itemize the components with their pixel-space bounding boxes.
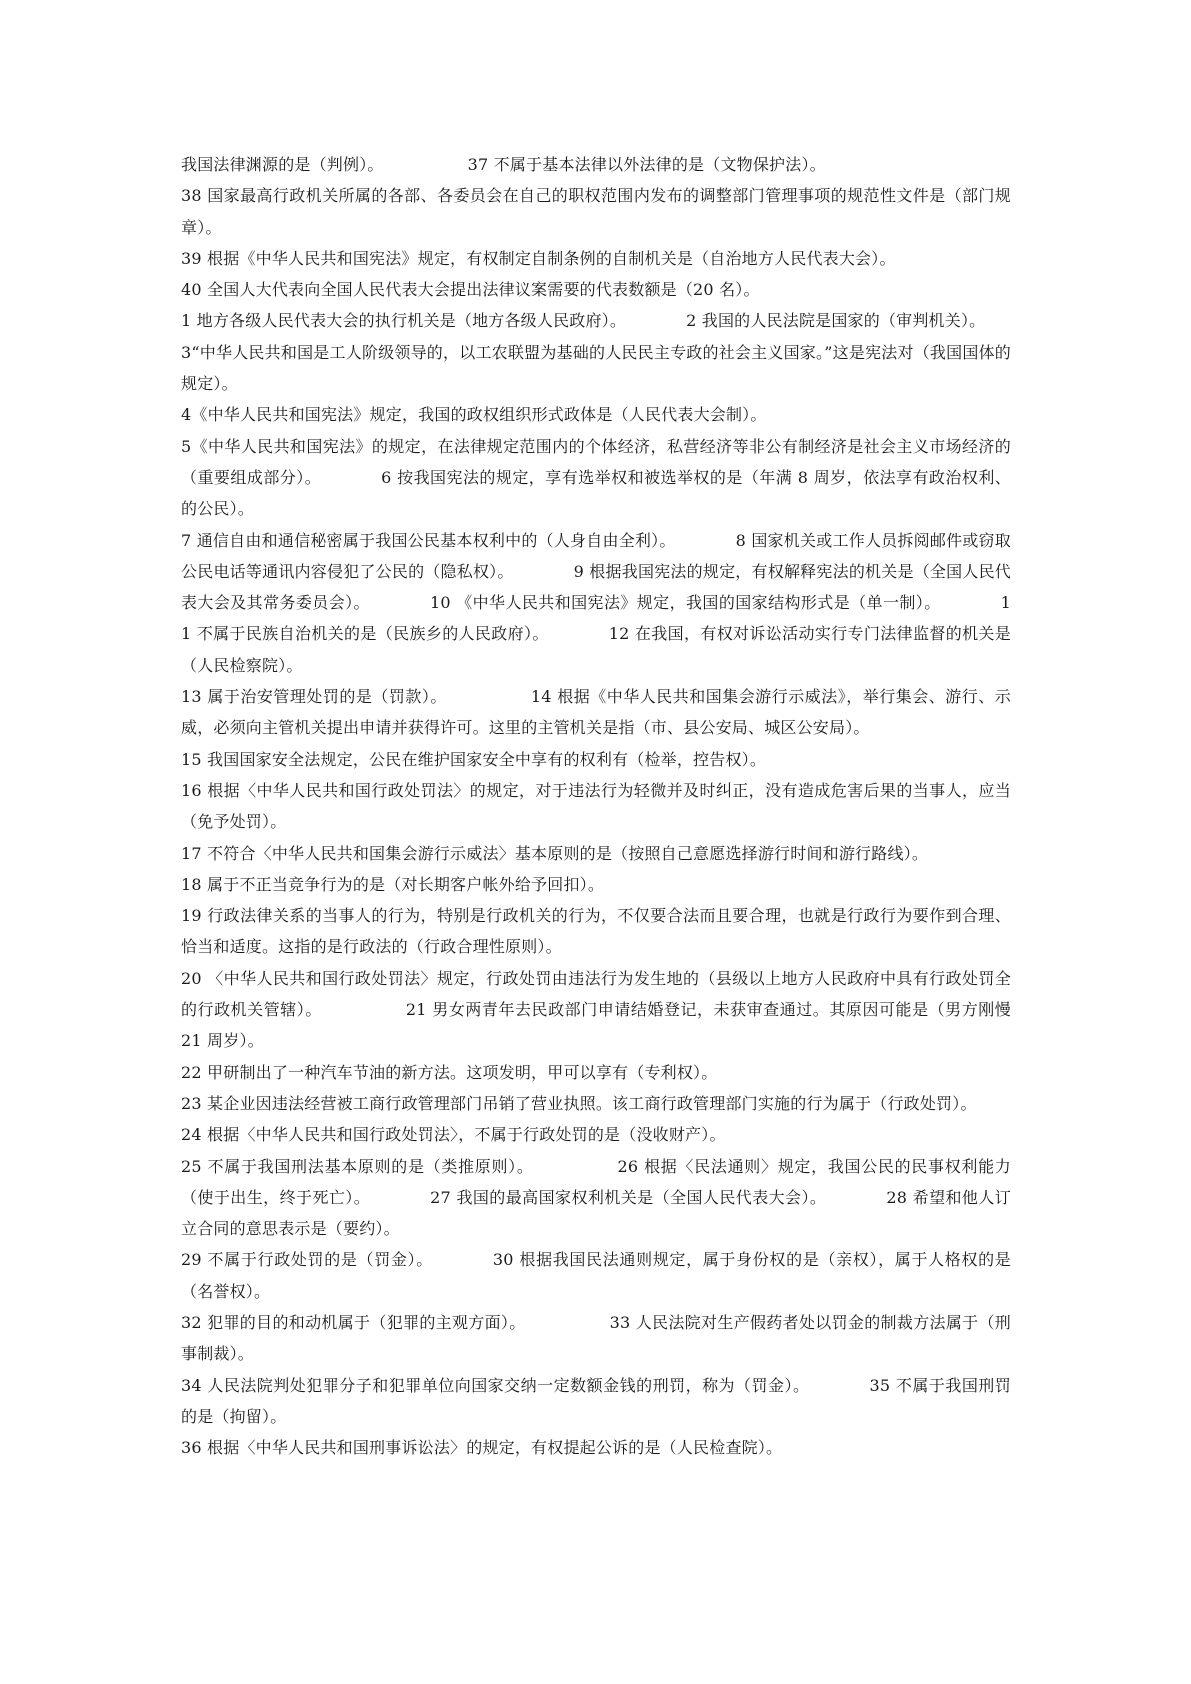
paragraph (181, 775, 1011, 838)
text-segment: 39 根据《中华人民共和国宪法》规定，有权制定自制条例的自制机关是（自治地方人民代表大会）。 (181, 248, 896, 268)
paragraph (181, 744, 1011, 775)
paragraph (181, 337, 1011, 400)
text-segment: 17 不符合〈中华人民共和国集会游行示威法〉基本原则的是（按照自己意愿选择游行时间和游行路线）。 (181, 843, 929, 863)
text-segment: 3“中华人民共和国是工人阶级领导的，以工农联盟为基础的人民民主专政的社会主义国家。”这是宪法对（我国国体的规定）。 (181, 342, 1011, 394)
paragraph (181, 274, 1011, 305)
text-segment: 16 根据〈中华人民共和国行政处罚法〉的规定，对于违法行为轻微并及时纠正，没有造成危害后果的当事人，应当（免予处罚）。 (181, 780, 1011, 832)
text-segment: 23 某企业因违法经营被工商行政管理部门吊销了营业执照。该工商行政管理部门实施的行为属于（行政处罚）。 (181, 1093, 977, 1113)
text-segment: 25 不属于我国刑法基本原则的是（类推原则）。 (181, 1156, 534, 1176)
text-segment: 1 地方各级人民代表大会的执行机关是（地方各级人民政府）。 (181, 311, 627, 331)
text-segment: 10 《中华人民共和国宪法》规定，我国的国家结构形式是（单一制）。 (429, 593, 941, 613)
paragraph (181, 243, 1011, 274)
text-segment: 2 我国的人民法院是国家的（审判机关）。 (686, 311, 986, 331)
text-segment: 38 国家最高行政机关所属的各部、各委员会在自己的职权范围内发布的调整部门管理事项的规范性文件是（部门规章）。 (181, 186, 1011, 237)
text-segment: 33 人民法院对生产假药者处以罚金的制裁方法属于（刑事制裁）。 (181, 1312, 1011, 1364)
text-segment: 7 通信自由和通信秘密属于我国公民基本权利中的（人身自由全利）。 (181, 530, 676, 550)
document-body (181, 149, 1011, 1463)
text-segment: 8 国家机关或工作人员拆阅邮件或窃取公民电话等通讯内容侵犯了公民的（隐私权）。 (181, 530, 1011, 581)
paragraph (181, 180, 1011, 243)
text-segment: 34 人民法院判处犯罪分子和犯罪单位向国家交纳一定数额金钱的刑罚，称为（罚金）。 (181, 1375, 810, 1395)
paragraph (181, 1057, 1011, 1088)
paragraph (181, 431, 1011, 525)
text-segment: 26 根据〈民法通则〉规定，我国公民的民事权利能力（使于出生，终于死亡）。 (181, 1156, 1011, 1207)
text-segment: 24 根据〈中华人民共和国行政处罚法〉，不属于行政处罚的是（没收财产）。 (181, 1125, 726, 1145)
text-segment: 14 根据《中华人民共和国集会游行示威法》，举行集会、游行、示威，必须向主管机关提出申请并获得许可。这里的主管机关是指（市、县公安局、城区公安局）。 (181, 687, 1011, 738)
paragraph (181, 1370, 1011, 1433)
paragraph (181, 1151, 1011, 1245)
text-segment: 32 犯罪的目的和动机属于（犯罪的主观方面）。 (181, 1312, 526, 1332)
text-segment: 19 行政法律关系的当事人的行为，特别是行政机关的行为，不仅要合法而且要合理，也就是行政行为要作到合理、恰当和适度。这指的是行政法的（行政合理性原则）。 (181, 906, 1011, 957)
text-segment: 4《中华人民共和国宪法》规定，我国的政权组织形式政体是（人民代表大会制）。 (181, 405, 767, 425)
paragraph (181, 681, 1011, 744)
text-segment: 12 在我国，有权对诉讼活动实行专门法律监督的机关是（人民检察院）。 (181, 624, 1011, 675)
text-segment: 22 甲研制出了一种汽车节油的新方法。这项发明，甲可以享有（专利权）。 (181, 1062, 718, 1082)
paragraph (181, 305, 1011, 336)
text-segment: 29 不属于行政处罚的是（罚金）。 (181, 1250, 433, 1270)
text-segment: 35 不属于我国刑罚的是（拘留）。 (181, 1375, 1011, 1426)
paragraph (181, 1307, 1011, 1370)
text-segment: 20 〈中华人民共和国行政处罚法〉规定，行政处罚由违法行为发生地的（县级以上地方人民政府中具有行政处罚全的行政机关管辖）。 (181, 968, 1011, 1020)
text-segment: 30 根据我国民法通则规定，属于身份权的是（亲权），属于人格权的是（名誉权）。 (181, 1250, 1011, 1301)
text-segment: 28 希望和他人订立合同的意思表示是（要约）。 (181, 1187, 1011, 1239)
text-segment: 11 不属于民族自治机关的是（民族乡的人民政府）。 (181, 593, 1012, 644)
paragraph (181, 1088, 1011, 1119)
paragraph (181, 900, 1011, 963)
paragraph (181, 1432, 1011, 1463)
paragraph (181, 1119, 1011, 1150)
text-segment: 5《中华人民共和国宪法》的规定，在法律规定范围内的个体经济，私营经济等非公有制经济是社会主义市场经济的（重要组成部分）。 (181, 436, 1011, 487)
text-segment: 6 按我国宪法的规定，享有选举权和被选举权的是（年满 8 周岁，依法享有政治权利、的公民）。 (181, 467, 1011, 519)
text-segment: 27 我国的最高国家权利机关是（全国人民代表大会）。 (430, 1187, 827, 1207)
text-segment: 37 不属于基本法律以外法律的是（文物保护法）。 (467, 155, 826, 174)
text-segment: 13 属于治安管理处罚的是（罚款）。 (181, 687, 447, 707)
text-segment: 40 全国人大代表向全国人民代表大会提出法律议案需要的代表数额是（20 名）。 (181, 280, 760, 300)
paragraph (181, 1244, 1011, 1307)
paragraph (181, 149, 1011, 180)
text-segment: 9 根据我国宪法的规定，有权解释宪法的机关是（全国人民代表大会及其常务委员会）。 (181, 561, 1012, 613)
text-segment: 36 根据〈中华人民共和国刑事诉讼法〉的规定，有权提起公诉的是（人民检查院）。 (181, 1438, 783, 1458)
paragraph (181, 525, 1011, 681)
text-segment: 18 属于不正当竞争行为的是（对长期客户帐外给予回扣）。 (181, 874, 605, 894)
paragraph (181, 399, 1011, 430)
text-segment: 我国法律渊源的是（判例）。 (181, 155, 384, 174)
text-segment: 21 男女两青年去民政部门申请结婚登记，未获审查通过。其原因可能是（男方刚慢 21 周岁）。 (181, 1000, 1011, 1051)
paragraph (181, 869, 1011, 900)
paragraph (181, 963, 1011, 1057)
text-segment: 15 我国国家安全法规定，公民在维护国家安全中享有的权利有（检举，控告权）。 (181, 749, 767, 769)
paragraph (181, 838, 1011, 869)
